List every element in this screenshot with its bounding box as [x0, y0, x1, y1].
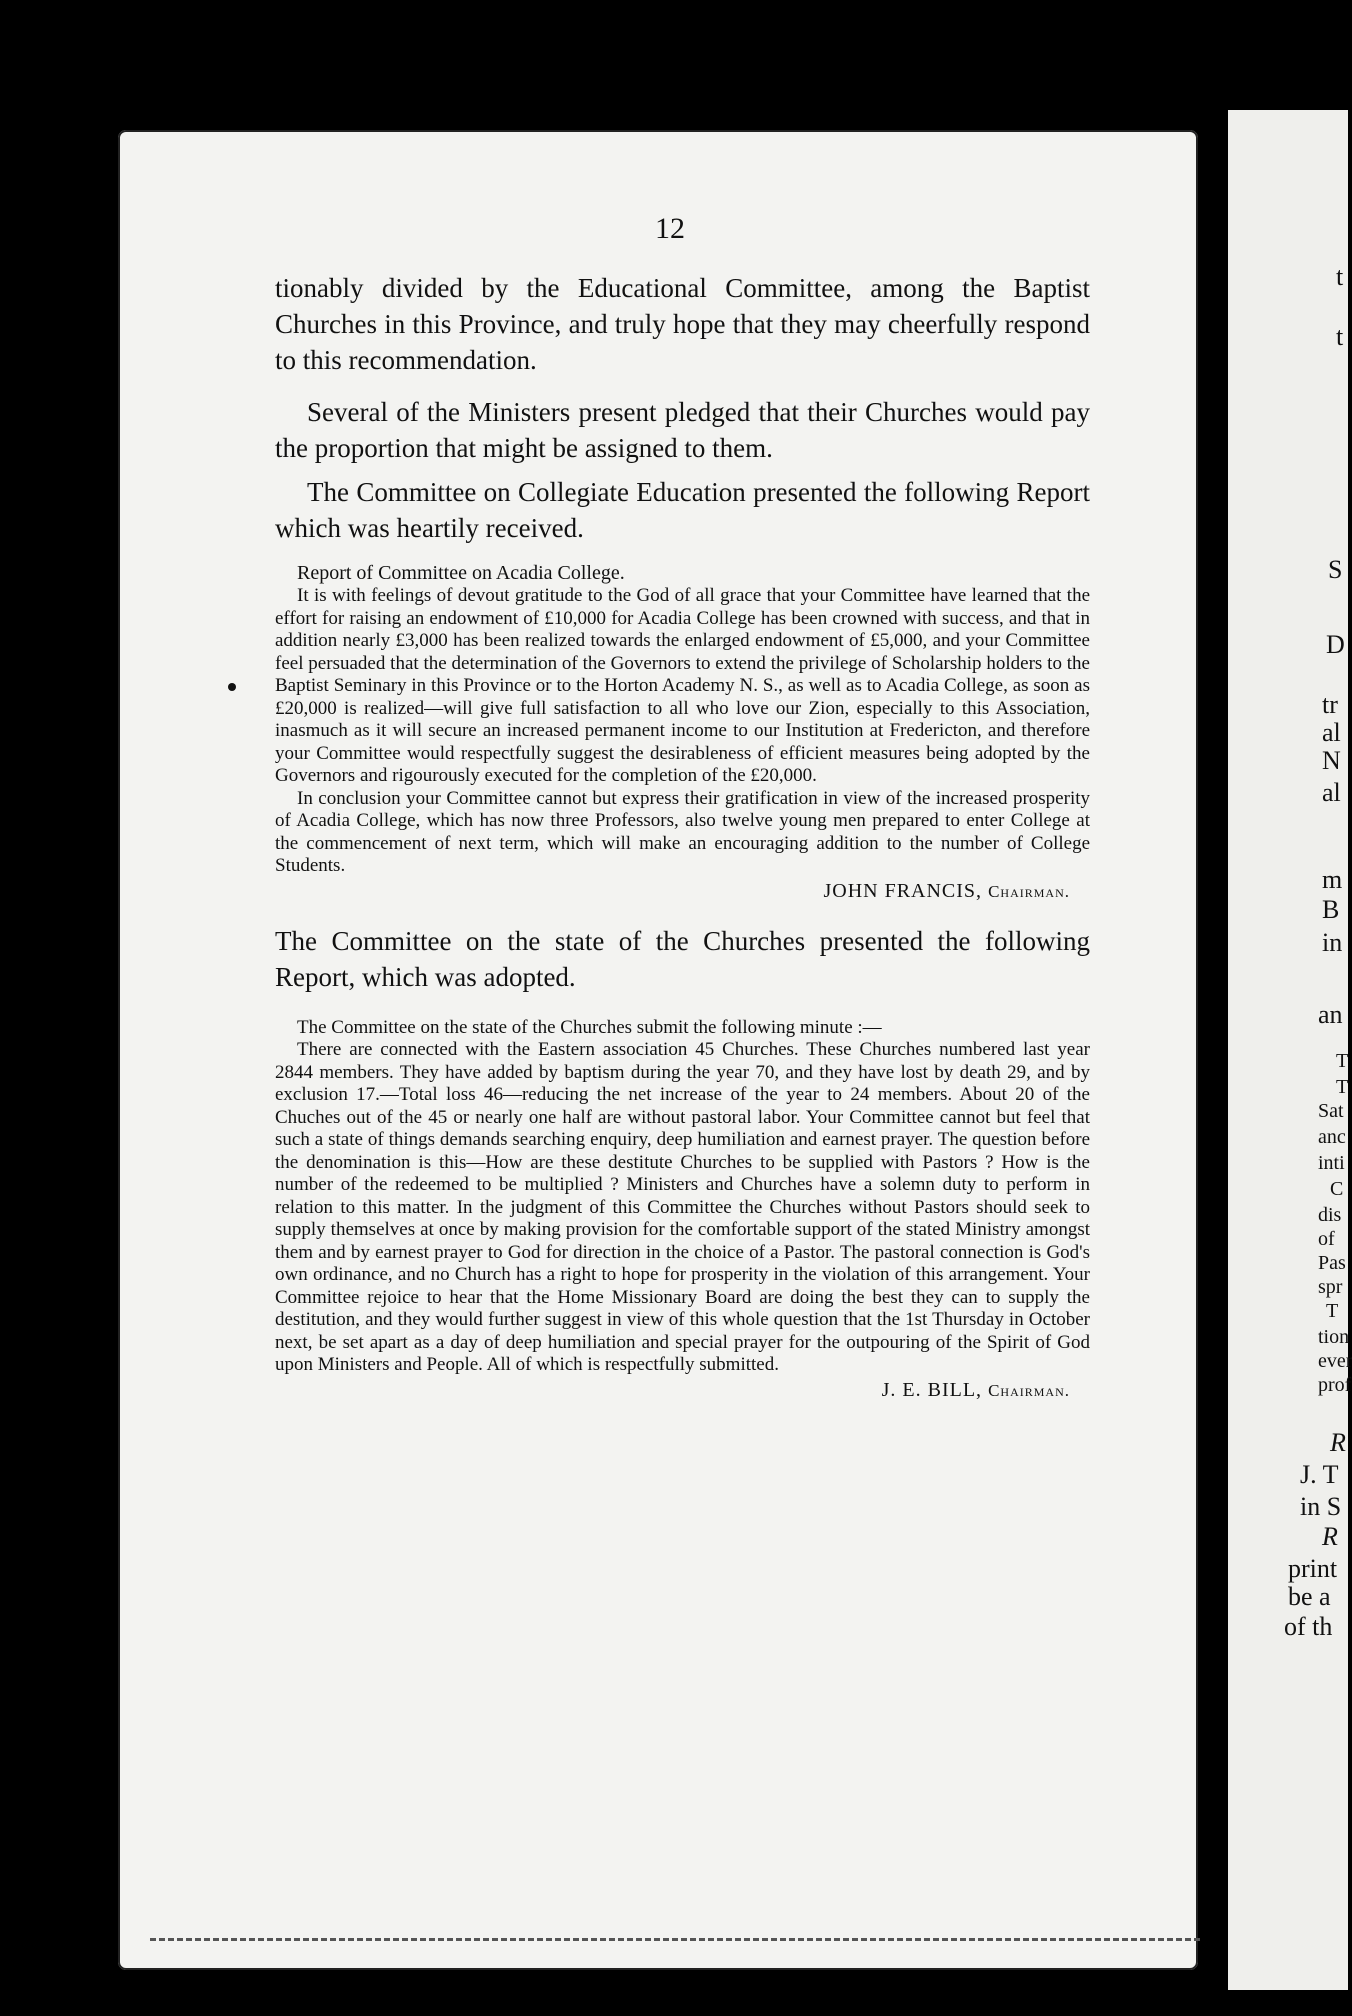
paragraph-collegiate: The Committee on Collegiate Education presented the following Report which was heartily received. — [275, 477, 1090, 543]
facing-text: of — [1318, 1228, 1335, 1250]
facing-text: T — [1326, 1300, 1339, 1322]
facing-text: m — [1322, 865, 1343, 894]
facing-text: an — [1318, 1000, 1343, 1029]
facing-text: prof — [1318, 1374, 1352, 1396]
facing-text: Pas — [1318, 1252, 1346, 1274]
facing-text: Sat — [1318, 1100, 1344, 1122]
signature-role: Chairman. — [988, 881, 1070, 901]
facing-text: J. T — [1300, 1460, 1339, 1489]
signature-role: Chairman. — [988, 1380, 1070, 1400]
facing-text: in S — [1300, 1492, 1342, 1521]
report-paragraph: It is with feelings of devout gratitude to the God of all grace that your Committee have learned that the effort for raising an endowment of £10,000 for Acadia College has been crowned with success, and that in addition nearly £3,000 has been realized towards the enlarged endowment of £5,000, and your Committee feel persuaded that the determination of the Governors to extend the privilege of Scholarship holders to the Baptist Seminary in this Province or to the Horton Academy N. S., as well as to Acadia College, as soon as £20,000 is realized—will give full satisfaction to all who love our Zion, especially to this Association, inasmuch as it will secure an increased permanent income to our Institution at Fredericton, and therefore your Committee would respectfully suggest the desirableness of efficient measures being adopted by the Governors and rigourously executed for the completion of the £20,000. — [275, 585, 1090, 786]
page-number: 12 — [655, 212, 685, 245]
report-paragraph: There are connected with the Eastern association 45 Churches. These Churches numbered last year 2844 members. They have added by baptism during the year 70, and they have lost by death 29, and by exclusion 17.—Total loss 46—reducing the net increase of the year to 24 members. About 20 of the Chuches out of the 45 or nearly one half are without pastoral labor. Your Committee cannot but feel that such a state of things demands searching enquiry, deep humiliation and earnest prayer. The question before the denomination is this—How are these destitute Churches to be supplied with Pastors ? How is the number of the redeemed to be multiplied ? Ministers and Churches have a solemn duty to perform in relation to this matter. In the judgment of this Committee the Churches without Pastors should seek to supply themselves at once by making provision for the comfortable support of the stated Ministry amongst them and by earnest prayer to God for direction in the choice of a Pastor. The pastoral connection is God's own ordinance, and no Church has a right to hope for prosperity in the violation of this arrangement. Your Committee rejoice to hear that the Home Missionary Board are doing the best they can to supply the destitution, and they would further suggest in view of this whole question that the 1st Thursday in October next, be set apart as a day of deep humiliation and special prayer for the outpouring of the Spirit of God upon Ministers and People. All of which is respectfully submitted. — [275, 1039, 1090, 1375]
ink-mark — [228, 683, 236, 691]
facing-text: tr — [1322, 690, 1338, 719]
facing-text: R — [1330, 1428, 1346, 1457]
page-body — [275, 270, 1090, 1402]
facing-text: N — [1322, 746, 1341, 775]
facing-text: in — [1322, 928, 1343, 957]
facing-text: al — [1322, 778, 1341, 807]
page-bottom-edge — [150, 1938, 1200, 1959]
report-title: Report of Committee on Acadia College. — [297, 562, 625, 584]
facing-text: D — [1326, 630, 1345, 659]
facing-text: print — [1288, 1554, 1338, 1583]
facing-text: of th — [1284, 1612, 1333, 1641]
facing-text: t — [1336, 262, 1344, 291]
facing-text: tion — [1318, 1326, 1350, 1348]
signature — [275, 880, 1070, 903]
signature-name: JOHN FRANCIS, — [823, 879, 983, 902]
facing-text: be a — [1288, 1582, 1331, 1611]
signature-name: J. E. BILL, — [881, 1378, 983, 1401]
facing-text: S — [1328, 555, 1343, 584]
paragraph-ministers: Several of the Ministers present pledged that their Churches would pay the proportion that might be assigned to them. — [275, 397, 1090, 463]
facing-text: R — [1322, 1522, 1338, 1551]
facing-text: B — [1322, 895, 1340, 924]
report-paragraph: In conclusion your Committee cannot but express their gratification in view of the increased prosperity of Acadia College, which has now three Professors, also twelve young men prepared to enter College at the commencement of next term, which will make an encouraging addition to the number of College Students. — [275, 787, 1090, 876]
facing-text: C — [1330, 1178, 1344, 1200]
book-gutter — [1198, 118, 1228, 1988]
report-intro: The Committee on the state of the Churches submit the following minute :— — [297, 1016, 882, 1038]
facing-text: ever — [1318, 1350, 1352, 1372]
facing-text: t — [1336, 322, 1344, 351]
facing-text: T — [1336, 1076, 1349, 1098]
facing-page — [1228, 110, 1348, 1990]
facing-text: al — [1322, 718, 1341, 747]
paragraph-churches: The Committee on the state of the Churches presented the following Report, which was adopted. — [275, 925, 1090, 992]
facing-text: T — [1336, 1050, 1349, 1072]
facing-text: anc — [1318, 1126, 1346, 1148]
facing-text: spr — [1318, 1276, 1343, 1298]
facing-text: dis — [1318, 1204, 1342, 1226]
paragraph-continuation: tionably divided by the Educational Committee, among the Baptist Churches in this Province, and truly hope that they may cheerfully respond to this recommendation. — [275, 273, 1090, 375]
facing-text: inti — [1318, 1152, 1345, 1174]
signature — [275, 1379, 1070, 1402]
